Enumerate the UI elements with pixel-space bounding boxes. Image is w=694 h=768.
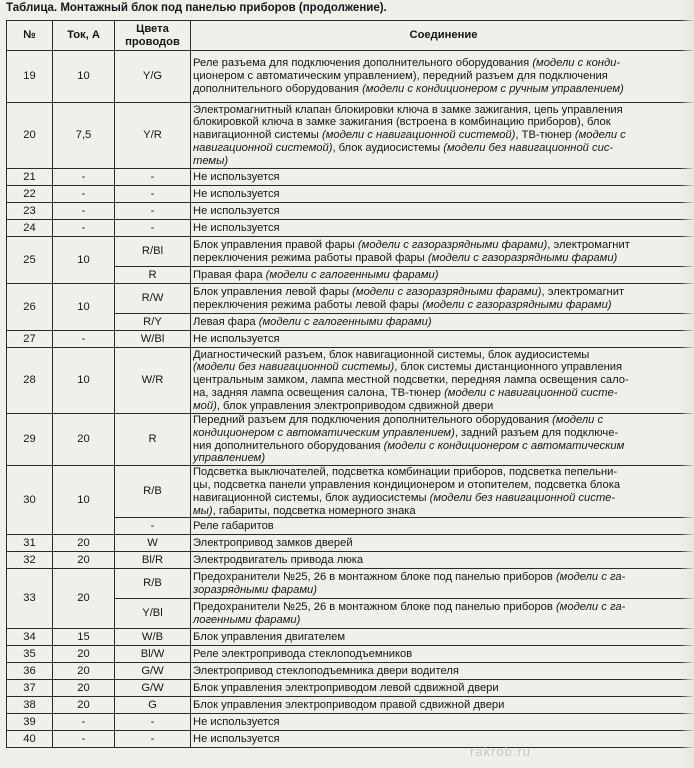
current-cell: 20 — [53, 414, 115, 466]
connection-cell: Электропривод замков дверей — [191, 535, 694, 552]
model-note: (модели с галогенными фарами) — [265, 268, 439, 281]
current-cell: - — [53, 169, 115, 186]
table-row — [7, 629, 694, 646]
current-cell: 10 — [53, 284, 115, 331]
wire-color-cell: - — [115, 169, 191, 186]
wire-color-cell: G/W — [115, 680, 191, 697]
table-row — [7, 284, 694, 314]
fuse-number-cell: 40 — [7, 731, 53, 748]
connection-cell: Не используется — [191, 220, 694, 237]
fuse-number-cell: 20 — [7, 103, 53, 169]
wire-color-cell: W/B — [115, 629, 191, 646]
connection-cell: Диагностический разъем, блок навигационной системы, блок аудиосистемы (модели без навигационной системы), блок системы дистанционного управления центральным замком, лампа местной подсветки, передняя лампа освещения сало- на, задняя лампа освещения салона, ТВ-тюнер (модели с навигационной систе- мой), блок управления электроприводом сдвижной двери — [191, 348, 694, 414]
table-row — [7, 331, 694, 348]
connection-cell: Правая фара (модели с галогенными фарами) — [191, 267, 694, 284]
model-note: (модели без навигационной системы) — [193, 361, 395, 374]
table-row — [7, 466, 694, 518]
connection-cell: Подсветка выключателей, подсветка комбинации приборов, подсветка пепельни- цы, подсветка панели управления кондиционером и отопителем, подсветка блока навигационной системы, блок аудиосистемы (модели без навигационной систе- мы), габариты, подсветка номерного знака — [191, 466, 694, 518]
model-note: (модели с галогенными фарами) — [258, 315, 432, 328]
table-row — [7, 569, 694, 599]
current-cell: 7,5 — [53, 103, 115, 169]
current-cell: 10 — [53, 51, 115, 103]
model-note: (модели с газоразрядными фарами) — [352, 285, 542, 298]
wire-color-cell: Y/G — [115, 51, 191, 103]
connection-cell: Передний разъем для подключения дополнительного оборудования (модели с кондиционером с автоматическим управлением), задний разъем для подключе- ния дополнительного оборудования (модели с кондиционером с автоматическим управлением) — [191, 414, 694, 466]
header-connection: Соединение — [191, 21, 694, 51]
model-note: (модели с газоразрядными фарами) — [357, 238, 548, 251]
wire-color-cell: Y/R — [115, 103, 191, 169]
current-cell: 20 — [53, 569, 115, 629]
model-note: (модели с газоразрядными фарами) — [422, 298, 612, 311]
wire-color-cell: G/W — [115, 663, 191, 680]
current-cell: - — [53, 731, 115, 748]
table-row — [7, 186, 694, 203]
current-cell: - — [53, 331, 115, 348]
model-note: (модели с га- — [555, 571, 626, 584]
wire-color-cell: - — [115, 220, 191, 237]
current-cell: 10 — [53, 466, 115, 535]
current-cell: 10 — [53, 348, 115, 414]
wire-color-cell: W — [115, 535, 191, 552]
model-note: управлением) — [193, 452, 266, 465]
table-row — [7, 646, 694, 663]
connection-cell: Реле электропривода стеклоподъемников — [191, 646, 694, 663]
table-row — [7, 714, 694, 731]
table-row — [7, 663, 694, 680]
model-note: темы) — [193, 154, 229, 167]
connection-cell: Не используется — [191, 331, 694, 348]
current-cell: 20 — [53, 663, 115, 680]
table-row — [7, 220, 694, 237]
connection-cell: Блок управления электроприводом правой сдвижной двери — [191, 697, 694, 714]
fuse-number-cell: 33 — [7, 569, 53, 629]
model-note: навигационной системой) — [193, 141, 333, 154]
table-body — [7, 51, 694, 748]
connection-cell: Не используется — [191, 203, 694, 220]
wire-color-cell: - — [115, 203, 191, 220]
connection-cell: Не используется — [191, 731, 694, 748]
connection-cell: Не используется — [191, 186, 694, 203]
fuse-number-cell: 26 — [7, 284, 53, 331]
current-cell: 10 — [53, 237, 115, 284]
model-note: (модели с навигационной системой) — [321, 129, 516, 142]
current-cell: - — [53, 220, 115, 237]
connection-cell: Блок управления электроприводом левой сдвижной двери — [191, 680, 694, 697]
wire-color-cell: W/Bl — [115, 331, 191, 348]
connection-cell: Не используется — [191, 714, 694, 731]
model-note: (модели с га- — [555, 601, 626, 614]
wire-color-cell: - — [115, 186, 191, 203]
connection-cell: Блок управления двигателем — [191, 629, 694, 646]
page-title: Таблица. Монтажный блок под панелью приборов (продолжение). — [6, 2, 387, 14]
wire-color-cell: W/R — [115, 348, 191, 414]
table-row — [7, 103, 694, 169]
connection-cell: Электропривод стеклоподъемника двери водителя — [191, 663, 694, 680]
connection-cell: Не используется — [191, 169, 694, 186]
model-note: (модели с — [552, 414, 604, 426]
model-note: (модели с навигационной систе- — [444, 386, 618, 399]
fuse-number-cell: 27 — [7, 331, 53, 348]
current-cell: 20 — [53, 552, 115, 569]
table-row — [7, 203, 694, 220]
table-row — [7, 680, 694, 697]
current-cell: 20 — [53, 535, 115, 552]
header-wire-colors: Цвета проводов — [115, 21, 191, 51]
wire-color-cell: - — [115, 731, 191, 748]
wire-color-cell: R — [115, 267, 191, 284]
model-note: мой) — [193, 399, 217, 412]
model-note: мы) — [193, 504, 213, 517]
model-note: (модели с кондиционером с ручным управлением) — [362, 82, 624, 95]
connection-cell: Левая фара (модели с галогенными фарами) — [191, 314, 694, 331]
fuse-number-cell: 34 — [7, 629, 53, 646]
model-note: (модели с кондиционером с автоматическим — [383, 439, 625, 452]
model-note: логенными фарами) — [193, 613, 301, 626]
model-note: (модели с — [574, 129, 626, 142]
current-cell: 20 — [53, 680, 115, 697]
fuse-number-cell: 19 — [7, 51, 53, 103]
fuse-number-cell: 28 — [7, 348, 53, 414]
fuse-number-cell: 22 — [7, 186, 53, 203]
wire-color-cell: G — [115, 697, 191, 714]
connection-cell: Блок управления левой фары (модели с газоразрядными фарами), электромагнит переключения режима работы левой фары (модели с газоразрядными фарами) — [191, 284, 694, 314]
header-current: Ток, А — [53, 21, 115, 51]
connection-cell: Электродвигатель привода люка — [191, 552, 694, 569]
current-cell: - — [53, 714, 115, 731]
table-row — [7, 169, 694, 186]
fuse-number-cell: 25 — [7, 237, 53, 284]
wire-color-cell: Y/Bl — [115, 599, 191, 629]
header-number: № — [7, 21, 53, 51]
wire-color-cell: Bl/W — [115, 646, 191, 663]
watermark: rakrob.ru — [470, 744, 532, 759]
wire-color-cell: - — [115, 714, 191, 731]
table-row — [7, 697, 694, 714]
wire-color-cell: R/W — [115, 284, 191, 314]
model-note: (модели с конди- — [532, 57, 621, 70]
current-cell: 20 — [53, 646, 115, 663]
fuse-number-cell: 35 — [7, 646, 53, 663]
table-row — [7, 535, 694, 552]
fuse-number-cell: 21 — [7, 169, 53, 186]
fuse-number-cell: 32 — [7, 552, 53, 569]
page-edge-shadow — [680, 0, 694, 768]
table-row — [7, 237, 694, 267]
fuse-number-cell: 36 — [7, 663, 53, 680]
fuse-number-cell: 38 — [7, 697, 53, 714]
fuse-number-cell: 24 — [7, 220, 53, 237]
wire-color-cell: R/B — [115, 569, 191, 599]
fuse-number-cell: 30 — [7, 466, 53, 535]
fuse-table — [6, 20, 694, 748]
fuse-number-cell: 39 — [7, 714, 53, 731]
fuse-number-cell: 37 — [7, 680, 53, 697]
wire-color-cell: R/Bl — [115, 237, 191, 267]
wire-color-cell: R — [115, 414, 191, 466]
table-row — [7, 348, 694, 414]
current-cell: 15 — [53, 629, 115, 646]
table-row — [7, 552, 694, 569]
connection-cell: Электромагнитный клапан блокировки ключа в замке зажигания, цепь управления блокировкой ключа в замке зажигания (встроена в комбинацию приборов), блок навигационной системы (модели с навигационной системой), ТВ-тюнер (модели с навигационной системой), блок аудиосистемы (модели без навигационной сис- темы) — [191, 103, 694, 169]
connection-cell: Предохранители №25, 26 в монтажном блоке под панелью приборов (модели с га- зоразрядными фарами) — [191, 569, 694, 599]
wire-color-cell: R/B — [115, 466, 191, 518]
model-note: (модели с газоразрядными фарами) — [427, 251, 618, 264]
fuse-number-cell: 31 — [7, 535, 53, 552]
current-cell: - — [53, 186, 115, 203]
connection-cell: Блок управления правой фары (модели с газоразрядными фарами), электромагнит переключения режима работы правой фары (модели с газоразрядными фарами) — [191, 237, 694, 267]
table-row — [7, 414, 694, 466]
wire-color-cell: - — [115, 518, 191, 535]
wire-color-cell: Bl/R — [115, 552, 191, 569]
table-row — [7, 51, 694, 103]
table-header-row — [7, 21, 694, 51]
wire-color-cell: R/Y — [115, 314, 191, 331]
connection-cell: Предохранители №25, 26 в монтажном блоке под панелью приборов (модели с га- логенными фарами) — [191, 599, 694, 629]
fuse-number-cell: 23 — [7, 203, 53, 220]
fuse-number-cell: 29 — [7, 414, 53, 466]
model-note: кондиционером с автоматическим управлением) — [193, 426, 455, 439]
table-row — [7, 731, 694, 748]
current-cell: - — [53, 203, 115, 220]
current-cell: 20 — [53, 697, 115, 714]
connection-cell: Реле разъема для подключения дополнительного оборудования (модели с конди- ционером с автоматическим управлением), передний разъем для подключения дополнительного оборудования (модели с кондиционером с ручным управлением) — [191, 51, 694, 103]
model-note: (модели без навигационной сис- — [443, 141, 614, 154]
connection-cell: Реле габаритов — [191, 518, 694, 535]
model-note: (модели без навигационной систе- — [429, 491, 616, 504]
model-note: зоразрядными фарами) — [193, 583, 317, 596]
